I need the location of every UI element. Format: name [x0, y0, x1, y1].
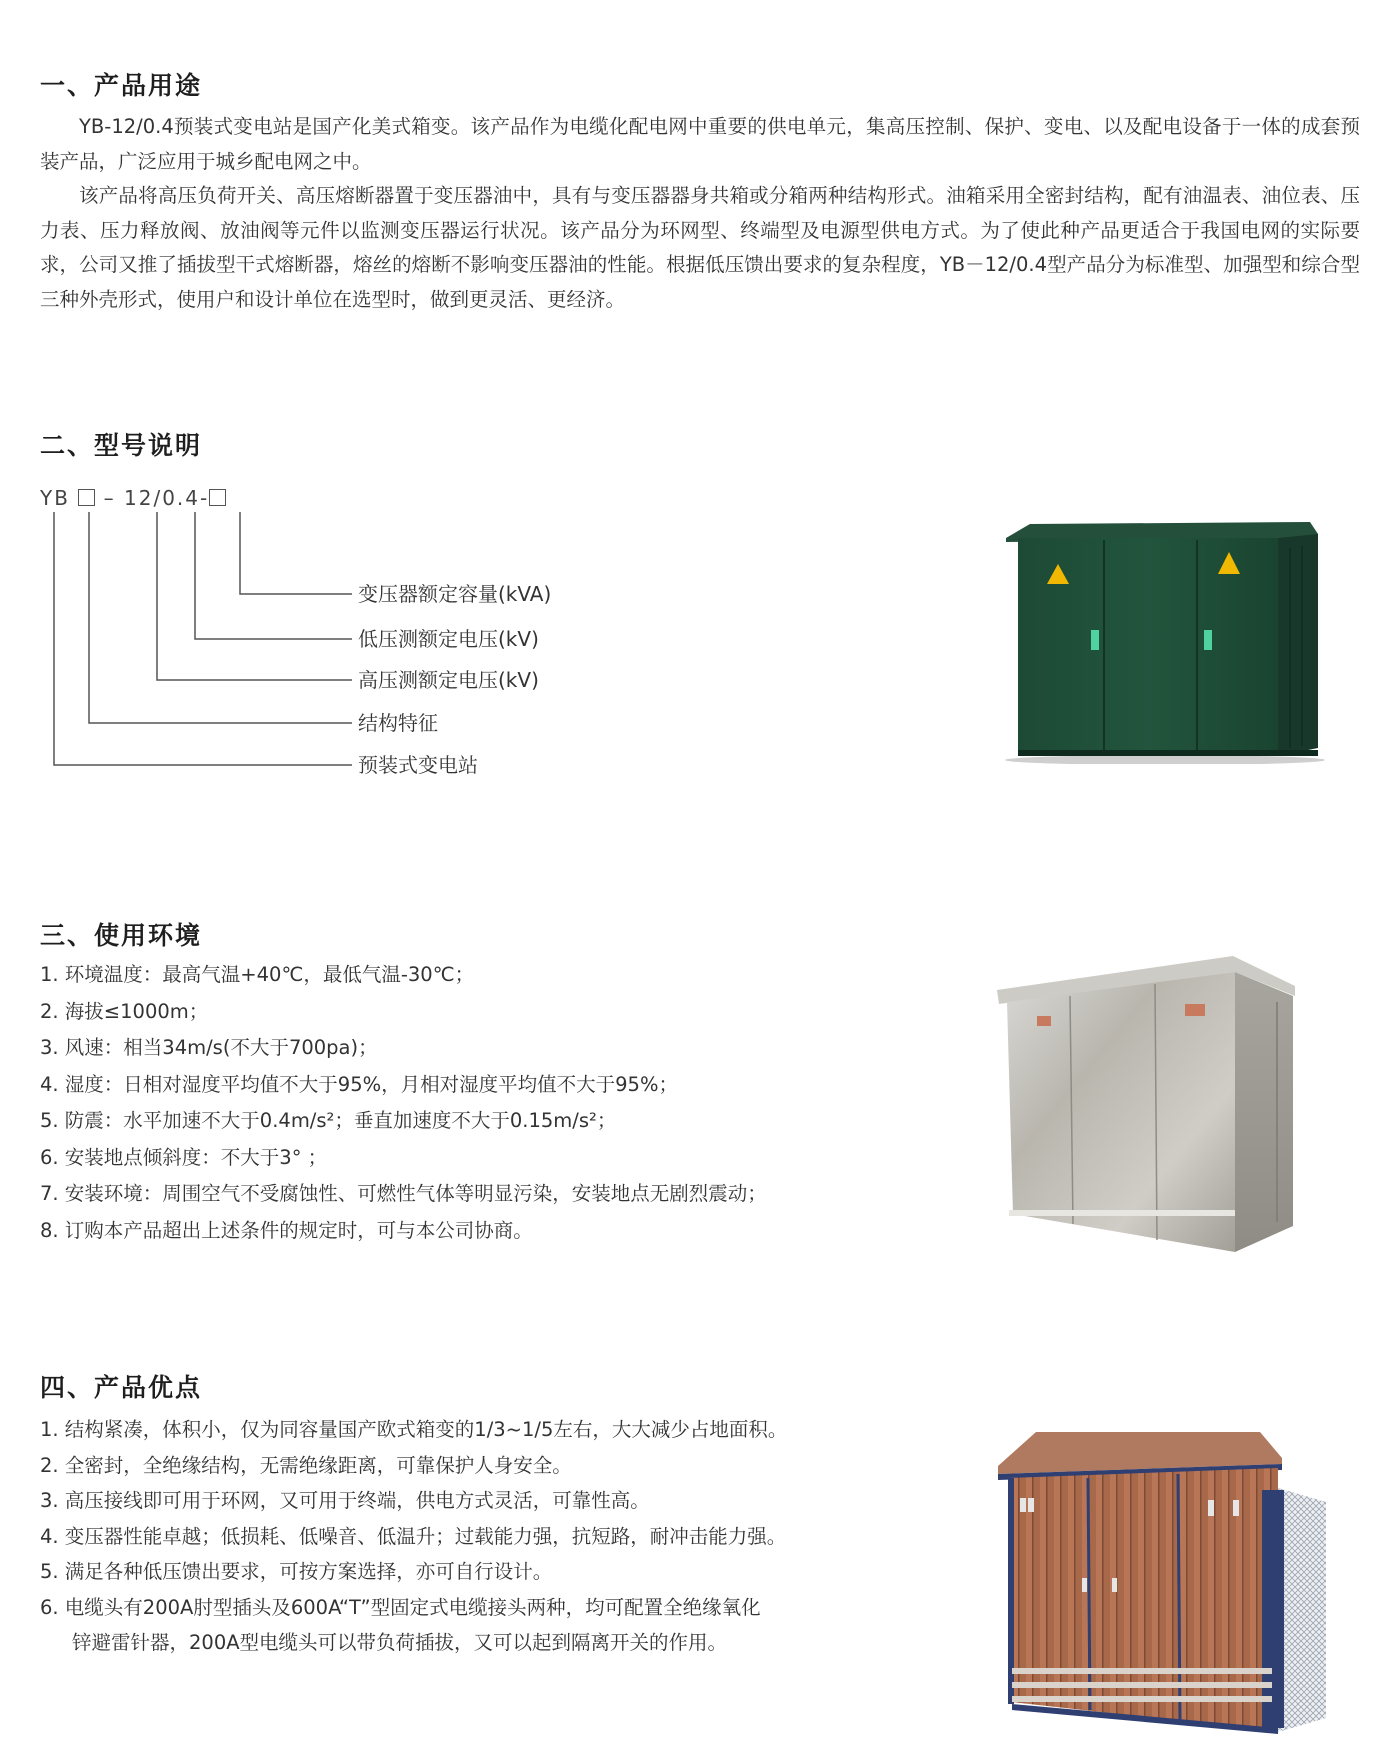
list-item: 2. 全密封，全绝缘结构，无需绝缘距离，可靠保护人身安全。: [40, 1453, 572, 1477]
section2-heading: 二、型号说明: [40, 431, 203, 460]
list-item: 3. 高压接线即可用于环网，又可用于终端，供电方式灵活，可靠性高。: [40, 1489, 650, 1512]
section4-heading: 四、产品优点: [40, 1373, 203, 1402]
advantages-list: [40, 1412, 787, 1661]
list-item: 8. 订购本产品超出上述条件的规定时，可与本公司协商。: [40, 1218, 533, 1242]
desc-low-voltage: 低压测额定电压(kV): [358, 627, 539, 651]
list-item: 6. 安装地点倾斜度：不大于3° ；: [40, 1145, 328, 1169]
section1-paragraph-2: 该产品将高压负荷开关、高压熔断器置于变压器油中，具有与变压器器身共箱或分箱两种结构形式。油箱采用全密封结构，配有油温表、油位表、压力表、压力释放阀、放油阀等元件以监测变压器运行状况。该产品分为环网型、终端型及电源型供电方式。为了使此种产品更适合于我国电网的实际要求，公司又推了插拔型干式熔断器，熔丝的熔断不影响变压器油的性能。根据低压馈出要求的复杂程度，YB－12/0.4型产品分为标准型、加强型和综合型三种外壳形式，使用户和设计单位在选型时，做到更灵活、更经济。: [40, 184, 1360, 311]
green-transformer-box-photo: [1000, 518, 1330, 764]
list-item: 7. 安装环境：周围空气不受腐蚀性、可燃性气体等明显污染，安装地点无剧烈震动；: [40, 1182, 767, 1205]
list-item: [40, 1590, 787, 1661]
list-item: 5. 满足各种低压馈出要求，可按方案选择，亦可自行设计。: [40, 1560, 553, 1583]
list-item: 4. 变压器性能卓越；低损耗、低噪音、低温升；过载能力强，抗短路，耐冲击能力强。: [40, 1524, 787, 1548]
list-item: 1. 环境温度：最高气温+40℃，最低气温-30℃；: [40, 963, 475, 986]
model-dash: –: [103, 486, 116, 510]
list-item: 5. 防震：水平加速不大于0.4m/s²；垂直加速度不大于0.15m/s²；: [40, 1109, 617, 1132]
list-item-line-1: 6. 电缆头有200A肘型插头及600A“T”型固定式电缆接头两种，均可配置全绝缘氧化: [40, 1595, 761, 1619]
section1-heading: 一、产品用途: [40, 71, 203, 100]
list-item-line-2: 锌避雷针器，200A型电缆头可以带负荷插拔，又可以起到隔离开关的作用。: [72, 1631, 728, 1654]
list-item: 4. 湿度：日相对湿度平均值不大于95%，月相对湿度平均值不大于95%；: [40, 1072, 678, 1096]
desc-substation: 预装式变电站: [358, 753, 478, 777]
list-item: 2. 海拔≤1000m；: [40, 999, 209, 1023]
list-item: 1. 结构紧凑，体积小，仅为同容量国产欧式箱变的1/3~1/5左右，大大减少占地面积。: [40, 1418, 788, 1441]
stainless-transformer-box-photo: [995, 952, 1305, 1262]
list-item: 3. 风速：相当34m/s(不大于700pa)；: [40, 1036, 378, 1059]
wood-clad-transformer-box-photo: [998, 1428, 1338, 1744]
section3-heading: 三、使用环境: [40, 921, 203, 950]
environment-list: [40, 957, 767, 1249]
section1-paragraph-1: YB-12/0.4预装式变电站是国产化美式箱变。该产品作为电缆化配电网中重要的供电单元，集高压控制、保护、变电、以及配电设备于一体的成套预装产品，广泛应用于城乡配电网之中。: [40, 115, 1360, 173]
model-voltage: 12/0.4-: [124, 486, 210, 510]
desc-structure: 结构特征: [358, 711, 438, 735]
desc-high-voltage: 高压测额定电压(kV): [358, 668, 539, 692]
model-prefix: YB: [40, 486, 70, 510]
desc-rated-capacity: 变压器额定容量(kVA): [358, 582, 552, 606]
